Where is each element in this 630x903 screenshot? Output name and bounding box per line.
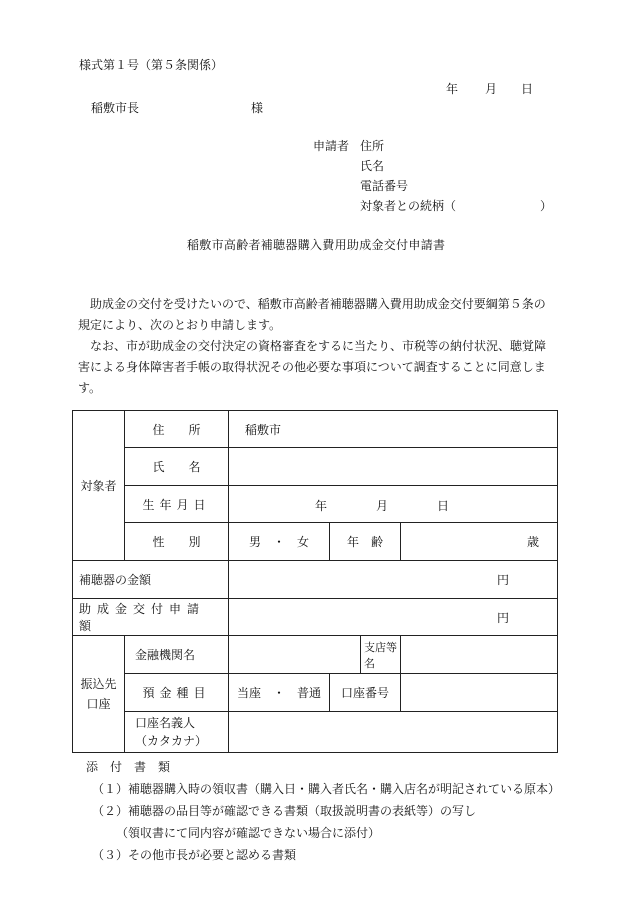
table-row: [73, 411, 558, 448]
form-number: 様式第１号（第５条関係）: [79, 58, 224, 72]
table-row: [73, 561, 558, 599]
attachments-heading: 添 付 書 類: [86, 760, 171, 774]
table-row: [73, 448, 558, 486]
grant-value[interactable]: 円: [229, 599, 558, 636]
deposit-type-value[interactable]: 当座 ・ 普通: [229, 674, 330, 712]
table-row: [73, 674, 558, 712]
applicant-phone-label: 電話番号: [360, 179, 409, 193]
account-number-value[interactable]: [401, 674, 558, 712]
date-year: 年: [446, 82, 459, 96]
applicant-name-label: 氏名: [360, 159, 385, 173]
transfer-label-line-1: 振込先: [80, 677, 117, 691]
addressee: 稲敷市長: [91, 101, 140, 115]
bank-value[interactable]: [229, 636, 361, 674]
branch-label: 支店等名: [361, 636, 401, 674]
date-month: 月: [485, 82, 498, 96]
attachment-item-2-note: （領収書にて同内容が確認できない場合に添付）: [116, 826, 381, 840]
addressee-honorific: 様: [251, 101, 264, 115]
holder-value[interactable]: [229, 712, 558, 753]
bank-label: 金融機関名: [125, 636, 229, 674]
sex-value[interactable]: 男 ・ 女: [229, 523, 330, 561]
table-row: [73, 636, 558, 674]
attachments: [86, 756, 560, 866]
table-row: [73, 712, 558, 753]
branch-value[interactable]: [401, 636, 558, 674]
price-value[interactable]: 円: [229, 561, 558, 599]
grant-label: 助成金交付申請額: [73, 599, 229, 636]
table-row: [73, 486, 558, 523]
birth-day: 日: [437, 499, 450, 513]
holder-label-line-2: （カタカナ）: [135, 734, 208, 748]
attachment-item-1: （１）補聴器購入時の領収書（購入日・購入者氏名・購入店名が明記されている原本）: [92, 782, 561, 796]
table-row: [73, 523, 558, 561]
age-label: 年 齢: [330, 523, 401, 561]
age-value[interactable]: 歳: [401, 523, 558, 561]
date-day: 日: [521, 82, 534, 96]
applicant-address-label: 住所: [360, 139, 385, 153]
address-value[interactable]: 稲敷市: [229, 411, 558, 448]
transfer-label: [73, 636, 125, 753]
price-label: 補聴器の金額: [73, 561, 229, 599]
subject-label: 対象者: [73, 411, 125, 561]
applicant-label: 申請者: [313, 139, 350, 153]
transfer-label-line-2: 口座: [86, 697, 111, 711]
attachment-item-2: （２）補聴器の品目等が確認できる書類（取扱説明書の表紙等）の写し: [92, 804, 477, 818]
birth-label: 生年月日: [125, 486, 229, 523]
address-label: 住 所: [125, 411, 229, 448]
application-table: [72, 410, 558, 753]
account-number-label: 口座番号: [330, 674, 401, 712]
deposit-type-label: 預金種目: [125, 674, 229, 712]
applicant-relation-label: 対象者との続柄（ ）: [360, 199, 553, 213]
birth-month: 月: [376, 499, 389, 513]
sex-label: 性 別: [125, 523, 229, 561]
table-row: [73, 599, 558, 636]
body-paragraph-1: 助成金の交付を受けたいので、稲敷市高齢者補聴器購入費用助成金交付要綱第５条の規定により、次のとおり申請します。: [78, 297, 546, 332]
body-text: [78, 294, 552, 399]
document-title: 稲敷市高齢者補聴器購入費用助成金交付申請書: [187, 238, 446, 252]
body-paragraph-2: なお、市が助成金の交付決定の資格審査をするに当たり、市税等の納付状況、聴覚障害による身体障害者手帳の取得状況その他必要な事項について調査することに同意します。: [78, 339, 547, 395]
name-label: 氏 名: [125, 448, 229, 486]
holder-label: [125, 712, 229, 753]
birth-value[interactable]: [229, 486, 558, 523]
attachment-item-3: （３）その他市長が必要と認める書類: [92, 848, 297, 862]
name-value[interactable]: [229, 448, 558, 486]
birth-year: 年: [315, 499, 328, 513]
holder-label-line-1: 口座名義人: [135, 716, 196, 730]
